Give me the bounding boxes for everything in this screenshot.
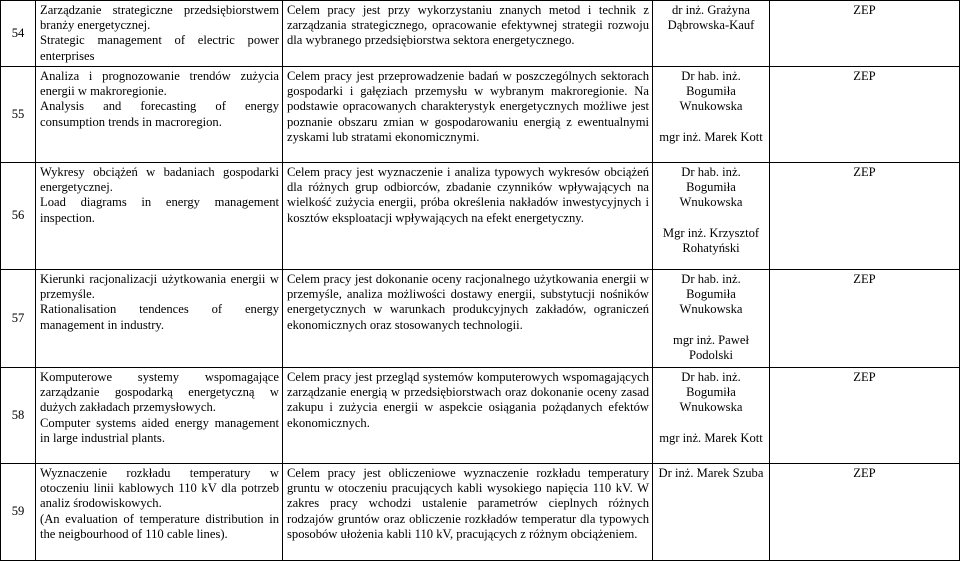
description-text: Celem pracy jest przeprowadzenie badań w poszczególnych sektorach gospodarki i gałęziach przemysłu w wybranym makroregionie. Na podstawie opracowanych charakterystyk energetycznych możliwe jest poznanie obszaru zmian w gospodarowaniu energią z ewentualnymi zyskami lub stratami ekonomicznymi. — [287, 69, 649, 144]
topic-cell — [36, 368, 283, 464]
supervisor-cell — [653, 270, 770, 368]
co-supervisor-name: mgr inż. Marek Kott — [659, 430, 763, 445]
description-text: Celem pracy jest dokonanie oceny racjonalnego użytkowania energii w przemyśle, analiza możliwości dostawy energii, substytucji nośników energetycznych w warunkach produkcyjnych zakładów, ograniczeń ekonomicznych oraz stosowanych technologii. — [287, 272, 649, 332]
description-cell — [283, 163, 653, 270]
topic-en: Rationalisation tendences of energy management in industry. — [40, 302, 279, 332]
topic-cell — [36, 163, 283, 270]
supervisor-cell — [653, 67, 770, 163]
supervisor-cell — [653, 464, 770, 561]
table-row — [1, 1, 960, 67]
supervisor-cell — [653, 368, 770, 464]
row-number: 57 — [1, 270, 36, 368]
table-row — [1, 464, 960, 561]
description-cell — [283, 67, 653, 163]
supervisor-name: dr inż. Grażyna Dąbrowska-Kauf — [667, 3, 755, 33]
topic-en: Load diagrams in energy management inspection. — [40, 195, 279, 225]
unit-cell: ZEP — [770, 270, 960, 368]
row-number: 56 — [1, 163, 36, 270]
unit-cell: ZEP — [770, 1, 960, 67]
description-cell — [283, 368, 653, 464]
topic-en: Computer systems aided energy management in large industrial plants. — [40, 415, 279, 445]
description-text: Celem pracy jest wyznaczenie i analiza typowych wykresów obciążeń dla różnych grup odbiorców, zbadanie czynników wpływających na wielkość zużycia energii, próba określenia nakładów inwestycyjnych i kosztów eksploatacji wpływających na efekt energetyczny. — [287, 165, 649, 225]
topic-en: (An evaluation of temperature distribution in the neigbourhood of 110 cable lines). — [40, 511, 279, 541]
supervisor-cell — [653, 163, 770, 270]
topic-pl: Wykresy obciążeń w badaniach gospodarki energetycznej. — [40, 165, 279, 195]
unit-cell: ZEP — [770, 163, 960, 270]
description-text: Celem pracy jest przegląd systemów komputerowych wspomagających zarządzanie energią w przedsiębiorstwach oraz dokonanie oceny zasad zakupu i zużycia energii w aspekcie osiągania pożądanych efektów ekonomicznych. — [287, 370, 649, 430]
unit-cell: ZEP — [770, 368, 960, 464]
supervisor-name: Dr inż. Marek Szuba — [658, 466, 764, 480]
supervisor-cell — [653, 1, 770, 67]
topic-pl: Wyznaczenie rozkładu temperatury w otoczeniu linii kablowych 110 kV dla potrzeb analiz środowiskowych. — [40, 466, 279, 511]
co-supervisor-name: mgr inż. Paweł Podolski — [673, 332, 749, 362]
row-number: 59 — [1, 464, 36, 561]
topic-cell — [36, 270, 283, 368]
supervisor-name: Dr hab. inż. Bogumiła Wnukowska — [679, 370, 743, 415]
table-row — [1, 270, 960, 368]
topic-pl: Zarządzanie strategiczne przedsiębiorstwem branży energetycznej. — [40, 3, 279, 33]
description-text: Celem pracy jest obliczeniowe wyznaczenie rozkładu temperatury gruntu w otoczeniu pracujących kabli wysokiego napięcia 110 kV. W zakres pracy wchodzi ustalenie parametrów cieplnych różnych rodzajów gruntów oraz obliczenie rozkładów temperatur dla typowych sposobów ułożenia kabli 110 kV, pracujących z różnym obciążeniem. — [287, 466, 649, 541]
table-row — [1, 67, 960, 163]
topic-cell — [36, 1, 283, 67]
topic-pl: Kierunki racjonalizacji użytkowania energii w przemyśle. — [40, 272, 279, 302]
topic-cell — [36, 67, 283, 163]
description-cell — [283, 464, 653, 561]
table-row — [1, 163, 960, 270]
topic-en: Strategic management of electric power enterprises — [40, 33, 279, 63]
supervisor-name: Dr hab. inż. Bogumiła Wnukowska — [679, 165, 743, 210]
topic-cell — [36, 464, 283, 561]
supervisor-name: Dr hab. inż. Bogumiła Wnukowska — [679, 69, 743, 114]
row-number: 54 — [1, 1, 36, 67]
supervisor-name: Dr hab. inż. Bogumiła Wnukowska — [679, 272, 743, 317]
description-cell — [283, 1, 653, 67]
topic-pl: Komputerowe systemy wspomagające zarządzanie gospodarką energetyczną w dużych zakładach przemysłowych. — [40, 370, 279, 415]
co-supervisor-name: mgr inż. Marek Kott — [659, 129, 763, 144]
unit-cell: ZEP — [770, 67, 960, 163]
description-cell — [283, 270, 653, 368]
table-row — [1, 368, 960, 464]
row-number: 55 — [1, 67, 36, 163]
topic-en: Analysis and forecasting of energy consumption trends in macroregion. — [40, 99, 279, 129]
topic-pl: Analiza i prognozowanie trendów zużycia energii w makroregionie. — [40, 69, 279, 99]
co-supervisor-name: Mgr inż. Krzysztof Rohatyński — [662, 225, 760, 255]
unit-cell: ZEP — [770, 464, 960, 561]
row-number: 58 — [1, 368, 36, 464]
description-text: Celem pracy jest przy wykorzystaniu znanych metod i technik z zarządzania strategicznego, opracowanie efektywnej strategii rozwoju dla wybranego przedsiębiorstwa sektora energetycznego. — [287, 3, 649, 48]
